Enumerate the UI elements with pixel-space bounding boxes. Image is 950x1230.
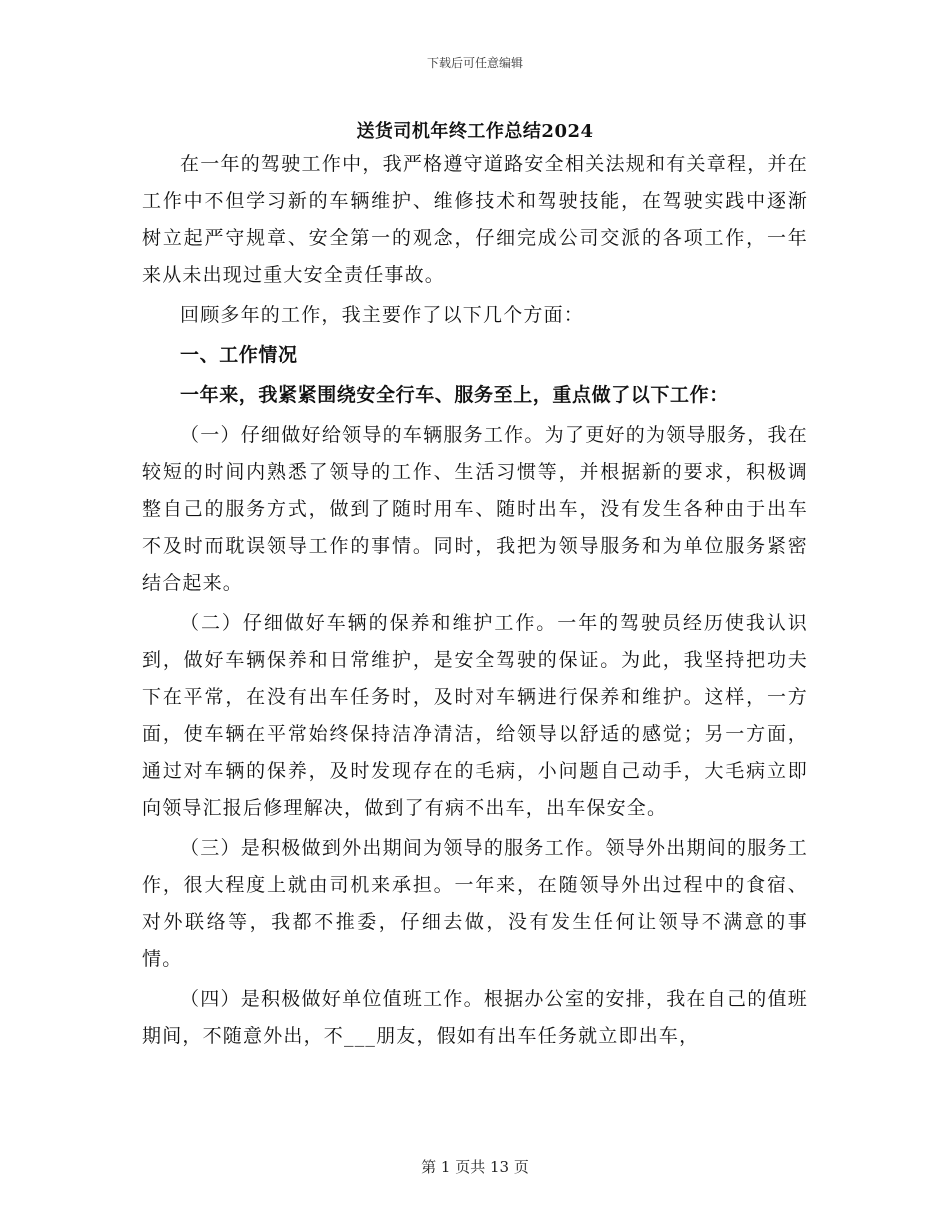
page-footer: [0, 1156, 950, 1177]
page-number: 第 1 页共 13 页: [421, 1158, 529, 1176]
paragraph-review: 回顾多年的工作，我主要作了以下几个方面：: [180, 304, 585, 326]
paragraph-item-3: （三）是积极做到外出期间为领导的服务工作。领导外出期间的服务工作，很大程度上就由司机来承担。一年来，在随领导外出过程中的食宿、对外联络等，我都不推委，仔细去做，没有发生任何让领导不满意的事情。: [142, 837, 808, 970]
paragraph-item-4: （四）是积极做好单位值班工作。根据办公室的安排，我在自己的值班期间，不随意外出，不___朋友，假如有出车任务就立即出车，: [142, 988, 808, 1047]
header-note: 下载后可任意编辑: [426, 56, 523, 70]
document-body: [142, 146, 808, 1055]
paragraph-item-2: （二）仔细做好车辆的保养和维护工作。一年的驾驶员经历使我认识到，做好车辆保养和日常维护，是安全驾驶的保证。为此，我坚持把功夫下在平常，在没有出车任务时，及时对车辆进行保养和维护。这样，一方面，使车辆在平常始终保持洁净清洁，给领导以舒适的感觉；另一方面，通过对车辆的保养，及时发现存在的毛病，小问题自己动手，大毛病立即向领导汇报后修理解决，做到了有病不出车，出车保安全。: [142, 612, 808, 819]
section-summary: 一年来，我紧紧围绕安全行车、服务至上，重点做了以下工作：: [180, 384, 729, 406]
document-title: 送货司机年终工作总结2024: [356, 121, 594, 142]
section-heading: 一、工作情况: [180, 344, 298, 366]
paragraph-item-1: （一）仔细做好给领导的车辆服务工作。为了更好的为领导服务，我在较短的时间内熟悉了领导的工作、生活习惯等，并根据新的要求，积极调整自己的服务方式，做到了随时用车、随时出车，没有发生各种由于出车不及时而耽误领导工作的事情。同时，我把为领导服务和为单位服务紧密结合起来。: [142, 424, 808, 594]
paragraph-intro: 在一年的驾驶工作中，我严格遵守道路安全相关法规和有关章程，并在工作中不但学习新的车辆维护、维修技术和驾驶技能，在驾驶实践中逐渐树立起严守规章、安全第一的观念，仔细完成公司交派的各项工作，一年来从未出现过重大安全责任事故。: [142, 153, 808, 286]
